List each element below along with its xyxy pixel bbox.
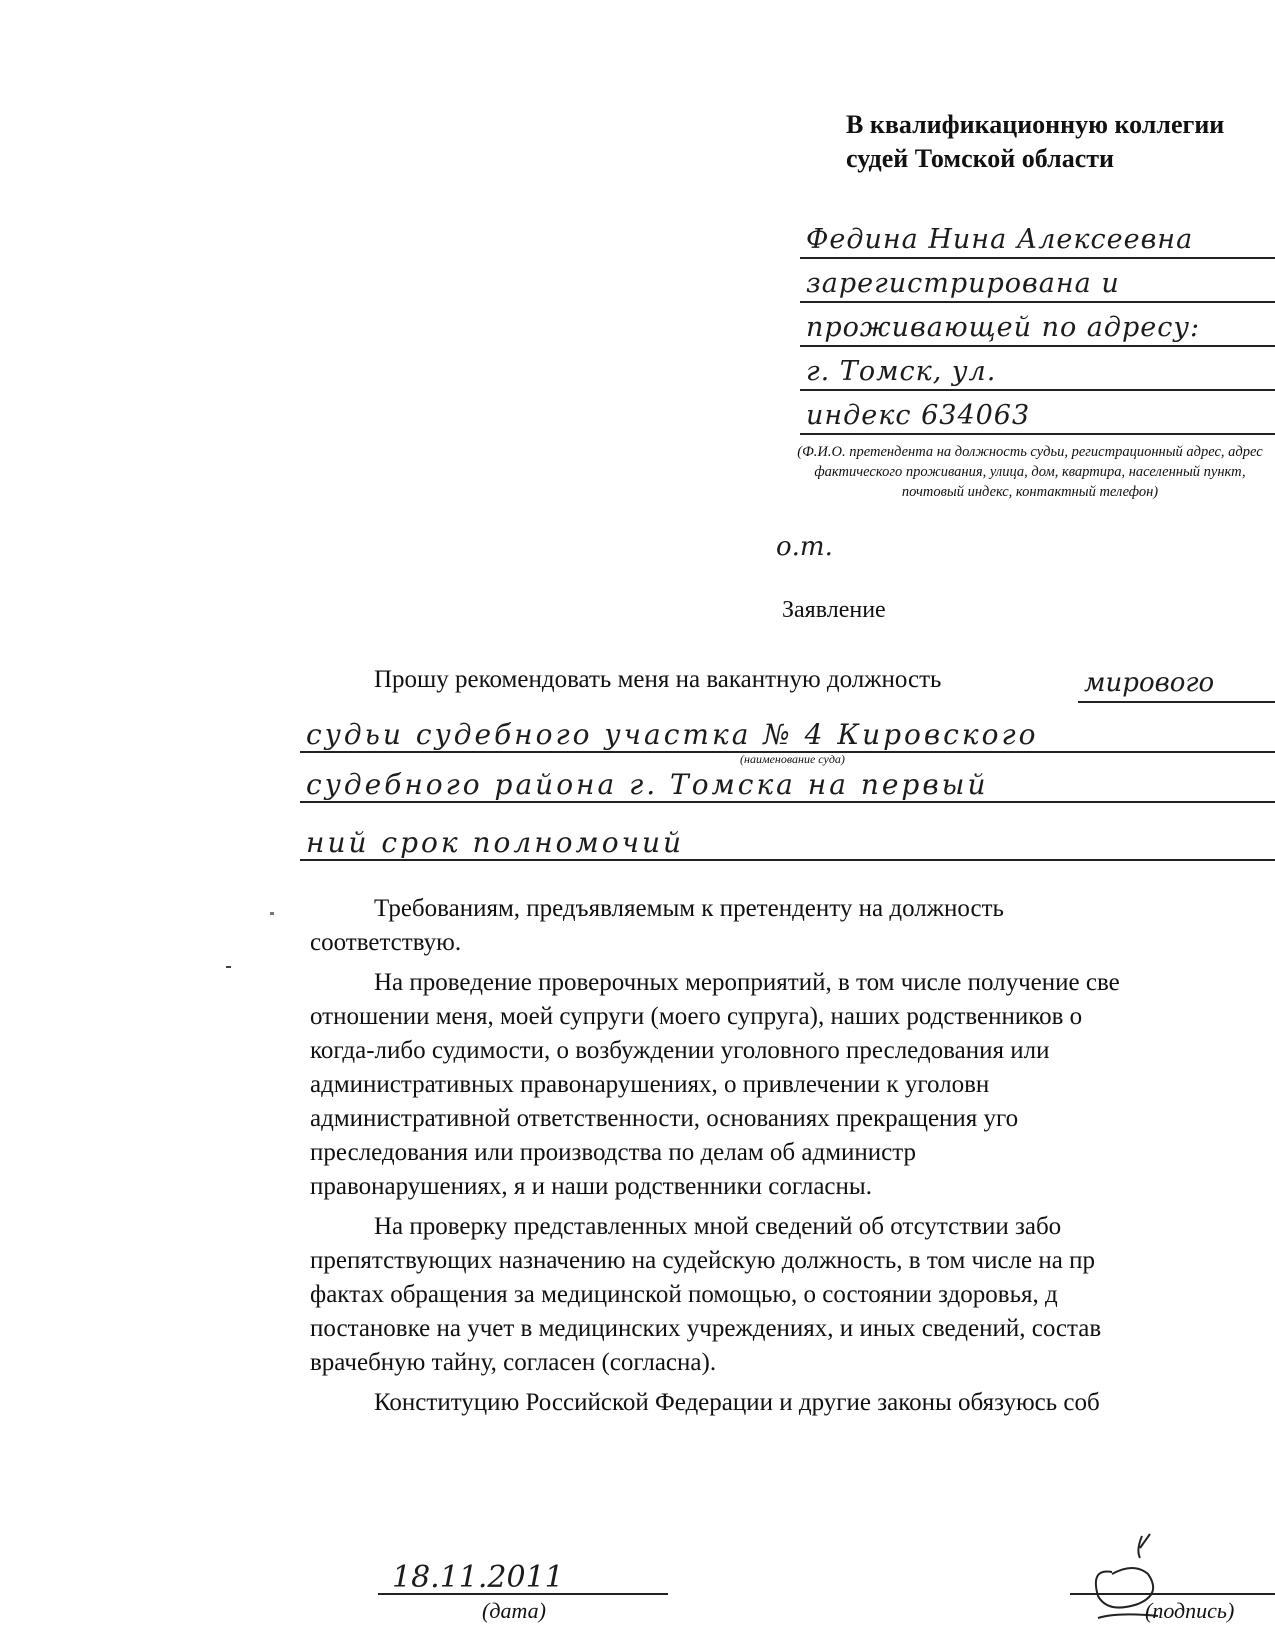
paragraph-2-line-3: когда-либо судимости, о возбуждении уголовного преследования или <box>310 1037 1050 1064</box>
paragraph-1-line-2: соответствую. <box>310 929 462 956</box>
date-value: 18.11.2011 <box>392 1560 564 1595</box>
request-handwriting-2: судьи судебного участка № 4 Кировского <box>306 718 1039 751</box>
scan-speck <box>270 912 274 915</box>
paragraph-3-line-5: врачебную тайну, согласен (согласна). <box>310 1349 717 1376</box>
paragraph-2-line-6: преследования или производства по делам об администр <box>310 1139 916 1166</box>
signature-caption: (подпись) <box>1145 1598 1235 1623</box>
addressee-line-1: В квалификационную коллегии <box>846 110 1225 139</box>
paragraph-3-line-4: постановке на учет в медицинских учреждениях, и иных сведений, состав <box>310 1315 1102 1342</box>
paragraph-3-line-3: фактах обращения за медицинской помощью, о состоянии здоровья, д <box>310 1281 1058 1308</box>
request-handwriting-1: мирового <box>1084 668 1215 698</box>
extra-handwritten-mark: о.т. <box>776 532 833 562</box>
paragraph-2-line-5: административной ответственности, основаниях прекращения уго <box>310 1105 1019 1132</box>
paragraph-3-line-1: На проверку представленных мной сведений об отсутствии забо <box>374 1213 1062 1240</box>
applicant-line-5: индекс 634063 <box>806 400 1031 431</box>
addressee-line-2: судей Томской области <box>846 144 1115 173</box>
scan-speck <box>226 966 231 968</box>
request-lead: Прошу рекомендовать меня на вакантную должность <box>374 666 942 693</box>
paragraph-2-line-4: административных правонарушениях, о привлечении к уголовн <box>310 1071 990 1098</box>
date-caption: (дата) <box>482 1598 546 1623</box>
paragraph-4-line-1: Конституцию Российской Федерации и другие законы обязуюсь соб <box>374 1389 1100 1416</box>
paragraph-1-line-1: Требованиям, предъявляемым к претенденту на должность <box>374 895 1004 922</box>
request-handwriting-3: судебного района г. Томска на первый <box>306 768 989 801</box>
paragraph-2-line-1: На проведение проверочных мероприятий, в том числе получение све <box>374 969 1120 996</box>
applicant-line-2: зарегистрирована и <box>806 268 1120 299</box>
applicant-name: Федина Нина Алексеевна <box>806 224 1194 255</box>
paragraph-2-line-7: правонарушениях, я и наши родственники согласны. <box>310 1173 872 1200</box>
request-handwriting-4: ний срок полномочий <box>306 826 685 859</box>
paragraph-3-line-2: препятствующих назначению на судейскую должность, в том числе на пр <box>310 1247 1095 1274</box>
applicant-line-4: г. Томск, ул. <box>806 356 997 387</box>
court-caption: (наименование суда) <box>740 752 845 766</box>
applicant-caption: (Ф.И.О. претендента на должность судьи, регистрационный адрес, адрес фактического проживания, улица, дом, квартира, населенный пункт, почтовый индекс, контактный телефон) <box>797 444 1263 500</box>
paragraph-2-line-2: отношении меня, моей супруги (моего супруга), наших родственников о <box>310 1003 1083 1030</box>
document-title: Заявление <box>782 597 886 623</box>
applicant-line-3: проживающей по адресу: <box>806 312 1201 343</box>
signature-rule <box>1070 1592 1275 1595</box>
